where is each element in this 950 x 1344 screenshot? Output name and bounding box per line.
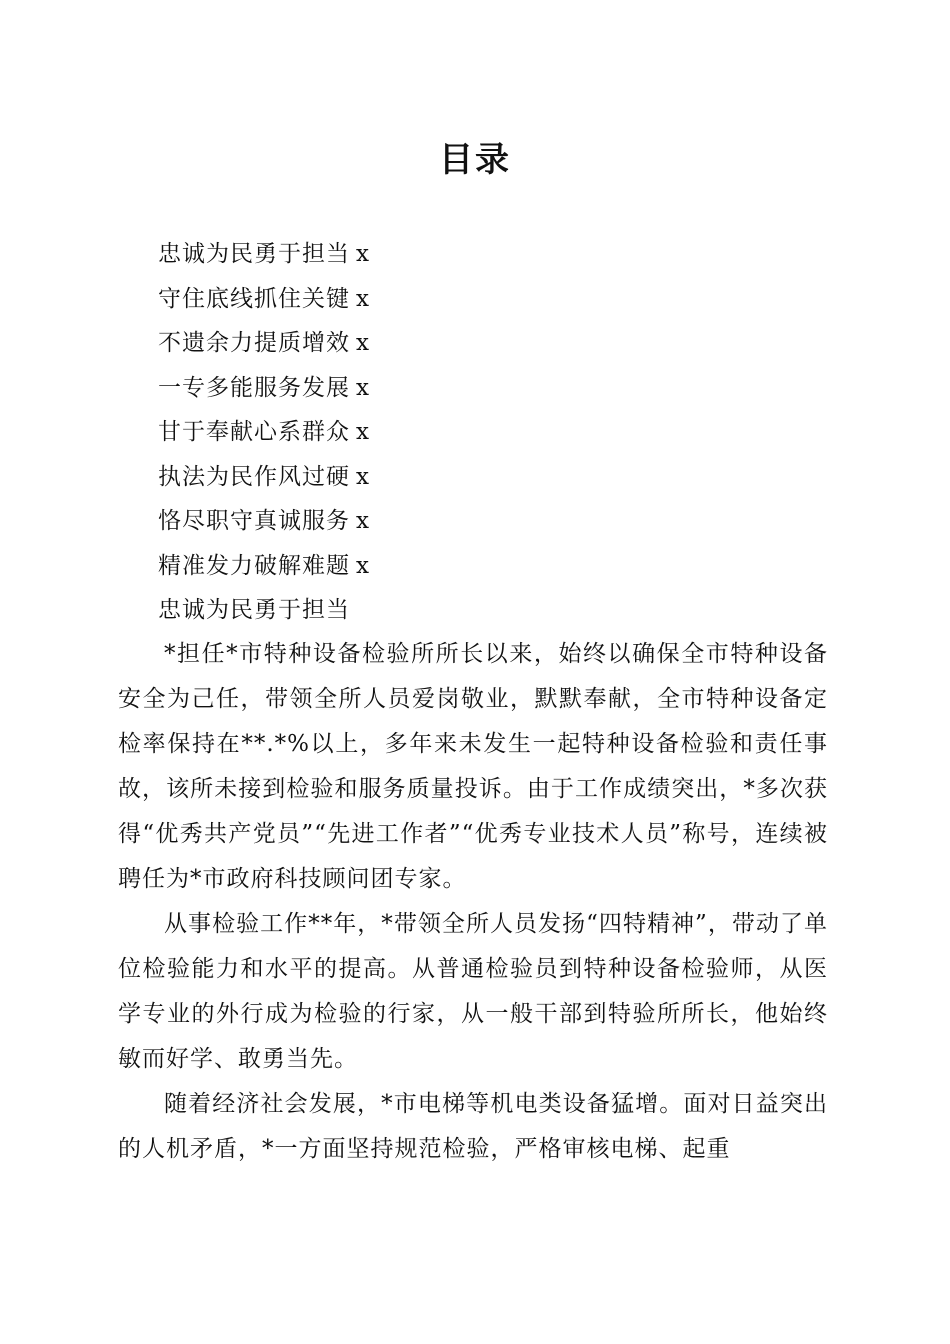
paragraph: 从事检验工作**年，*带领全所人员发扬“四特精神”，带动了单位检验能力和水平的提高。从普通检验员到特种设备检验师，从医学专业的外行成为检验的行家，从一般干部到特验所所长，他始终敏而好学、敢勇当先。: [118, 911, 828, 1072]
toc-item[interactable]: [158, 455, 370, 500]
toc-item-text: 执法为民作风过硬: [158, 463, 350, 490]
paragraph: *担任*市特种设备检验所所长以来，始终以确保全市特种设备安全为己任，带领全所人员爱岗敬业，默默奉献，全市特种设备定检率保持在**.*%以上，多年来未发生一起特种设备检验和责任事故，该所未接到检验和服务质量投诉。由于工作成绩突出，*多次获得“优秀共产党员”“先进工作者”“优秀专业技术人员”称号，连续被聘任为*市政府科技顾问团专家。: [118, 641, 828, 892]
toc-item[interactable]: [158, 277, 370, 322]
toc-item-page: x: [356, 419, 370, 445]
toc-item-page: x: [356, 508, 370, 534]
toc-item[interactable]: [158, 321, 370, 366]
toc-item-page: x: [356, 374, 370, 401]
toc-item-page: x: [356, 241, 370, 267]
toc-item[interactable]: [158, 499, 370, 544]
toc-item[interactable]: [158, 232, 370, 277]
toc-item-text: 不遗余力提质增效: [158, 330, 350, 356]
page-title: 目录: [439, 140, 511, 180]
toc-item-text: 守住底线抓住关键: [158, 285, 350, 312]
body-text: [118, 632, 828, 1172]
toc-item-page: x: [356, 552, 370, 579]
toc-item-text: 一专多能服务发展: [158, 374, 350, 401]
toc-item-page: x: [356, 330, 370, 356]
paragraph: 随着经济社会发展，*市电梯等机电类设备猛增。面对日益突出的人机矛盾，*一方面坚持规范检验，严格审核电梯、起重: [118, 1091, 828, 1162]
section-heading-text: 忠诚为民勇于担当: [158, 597, 350, 623]
table-of-contents: [158, 232, 370, 633]
toc-item[interactable]: [158, 544, 370, 589]
toc-item[interactable]: [158, 410, 370, 455]
toc-item-text: 甘于奉献心系群众: [158, 419, 350, 445]
toc-item-page: x: [356, 285, 370, 312]
toc-item-text: 精准发力破解难题: [158, 552, 350, 579]
toc-item-text: 忠诚为民勇于担当: [158, 241, 350, 267]
section-heading: [158, 588, 370, 633]
toc-item[interactable]: [158, 366, 370, 411]
toc-item-page: x: [356, 463, 370, 490]
toc-item-text: 恪尽职守真诚服务: [158, 508, 350, 534]
